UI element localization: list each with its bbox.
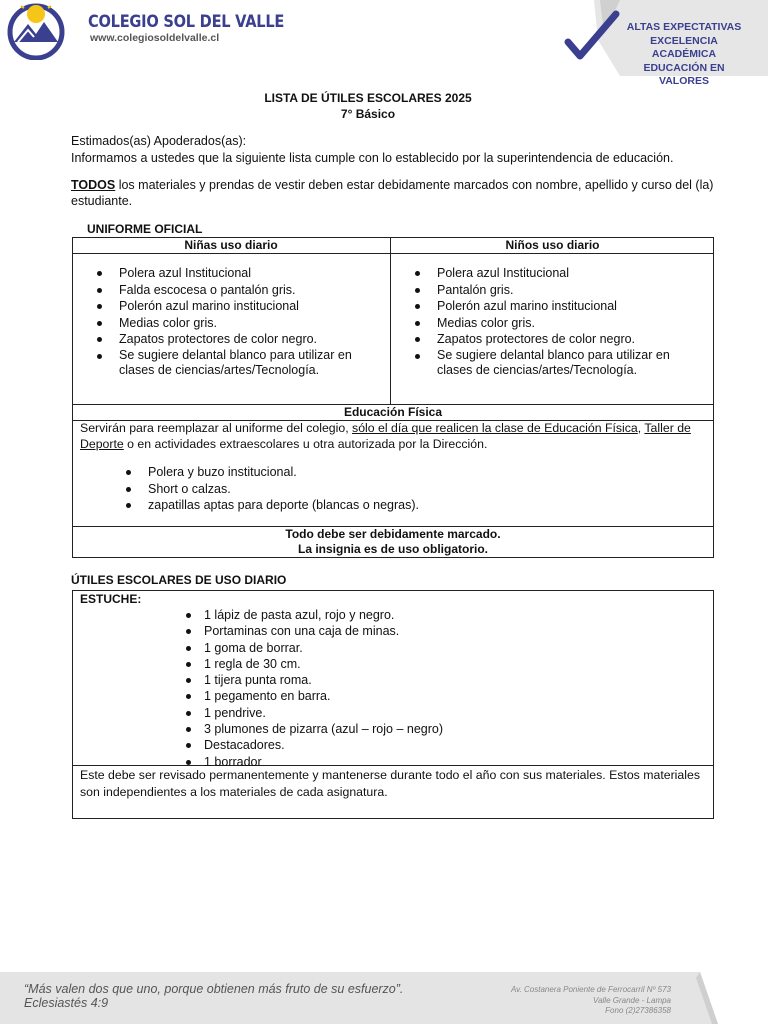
list-item: 3 plumones de pizarra (azul – rojo – negro) [186,721,586,737]
value-line: EDUCACIÓN EN VALORES [643,61,725,87]
boys-uniform-list [415,265,693,378]
list-item: 1 pegamento en barra. [186,688,586,704]
list-item: Polera azul Institucional [97,265,372,282]
list-item: 1 borrador [186,754,586,770]
greeting: Estimados(as) Apoderados(as): [71,134,247,148]
marking-notice: TODOS los materiales y prendas de vestir deben estar debidamente marcados con nombre, apellido y curso del (la) estudiante. [71,178,714,208]
value-line: EXCELENCIA ACADÉMICA [650,34,718,60]
girls-column-header: Niñas uso diario [184,238,278,252]
pencil-case-list [186,607,586,770]
list-item: Polera y buzo institucional. [126,464,626,481]
list-item: Zapatos protectores de color negro. [415,331,693,348]
supplies-section-title: ÚTILES ESCOLARES DE USO DIARIO [71,573,287,587]
list-item: zapatillas aptas para deporte (blancas o negras). [126,497,626,514]
supplies-note: Este debe ser revisado permanentemente y mantenerse durante todo el año con sus materiales. Estos materiales son independientes a los materiales de cada asignatura. [80,768,700,799]
list-item: 1 regla de 30 cm. [186,656,586,672]
intro-paragraph: Informamos a ustedes que la siguiente lista cumple con lo establecido por la superintendencia de educación. [71,151,674,165]
uniform-section-title: UNIFORME OFICIAL [87,222,203,236]
value-line: ALTAS EXPECTATIVAS [626,21,742,33]
footer-quote-reference: Eclesiastés 4:9 [24,996,109,1010]
school-website: www.colegiosoldelvalle.cl [90,32,220,44]
footer-address [511,985,671,1017]
girls-uniform-list [97,265,372,378]
address-line: Av. Costanera Poniente de Ferrocarril Nº 573 [510,985,671,994]
list-item: Zapatos protectores de color negro. [97,331,372,348]
school-name: COLEGIO SOL DEL VALLE [88,12,285,32]
list-item: 1 goma de borrar. [186,640,586,656]
values-text [620,21,748,89]
footer-quote: “Más valen dos que uno, porque obtienen más fruto de su esfuerzo”. [24,982,404,996]
todos-emphasis: TODOS [71,178,116,192]
marking-note: Todo debe ser debidamente marcado. [285,527,501,541]
table-divider [390,237,391,405]
list-item: Falda escocesa o pantalón gris. [97,282,372,299]
list-item: Destacadores. [186,737,586,753]
sun-mountain-logo-icon [4,2,68,60]
list-item: Short o calzas. [126,481,626,498]
pe-header: Educación Física [343,405,443,419]
list-item: Polera azul Institucional [415,265,693,282]
address-line: Valle Grande - Lampa [593,995,671,1005]
list-item: 1 lápiz de pasta azul, rojo y negro. [186,607,586,623]
boys-column-header: Niños uso diario [505,238,600,252]
school-logo [4,2,68,60]
list-item: 1 tijera punta roma. [186,672,586,688]
list-item: 1 pendrive. [186,705,586,721]
list-item: Polerón azul marino institucional [415,298,693,315]
table-divider [72,253,714,254]
document-grade: 7° Básico [340,107,396,121]
pencil-case-label: ESTUCHE: [80,592,142,606]
pe-description: Servirán para reemplazar al uniforme del colegio, sólo el día que realicen la clase de Educación Física, Taller de Deporte o en actividades extraescolares u otra autorizada por la Dirección. [80,421,691,451]
list-item: Polerón azul marino institucional [97,298,372,315]
list-item: Se sugiere delantal blanco para utilizar en clases de ciencias/artes/Tecnología. [97,348,372,378]
address-line: Fono (2)27386358 [605,1006,671,1015]
list-item: Medias color gris. [97,315,372,332]
list-item: Pantalón gris. [415,282,693,299]
pe-uniform-list [126,464,626,514]
insignia-note: La insignia es de uso obligatorio. [297,542,489,556]
list-item: Portaminas con una caja de minas. [186,623,586,639]
document-title: LISTA DE ÚTILES ESCOLARES 2025 [264,91,472,105]
list-item: Medias color gris. [415,315,693,332]
list-item: Se sugiere delantal blanco para utilizar en clases de ciencias/artes/Tecnología. [415,348,693,378]
